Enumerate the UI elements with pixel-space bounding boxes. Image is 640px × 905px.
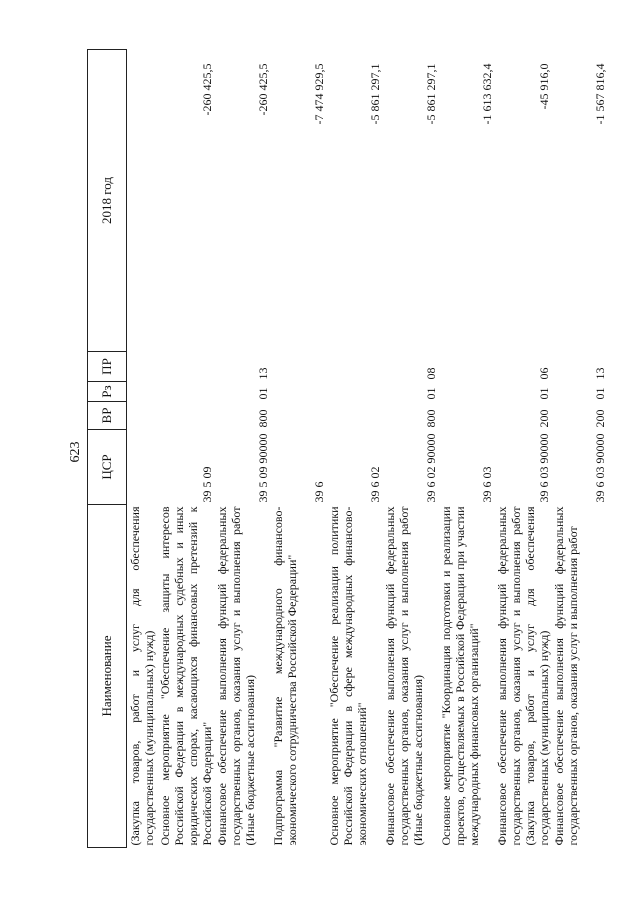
table-row <box>270 50 326 848</box>
budget-table <box>87 49 607 848</box>
row-vr <box>326 402 382 430</box>
row-amount: -7 474 929,5 <box>312 63 326 125</box>
row-amount: -5 861 297,1 <box>424 63 438 125</box>
header-pr: ПР <box>88 352 127 382</box>
row-csr: 39 6 02 90000 <box>424 433 438 503</box>
row-pr: 13 <box>256 367 270 380</box>
row-name: Финансовое обеспечение выполнения функций федеральных государственных органов, оказания услуг и выполнения работ (Закупка товаров, работ и услуг для обеспечения государственных (муниципальных) нужд) <box>495 506 551 846</box>
row-pr <box>157 352 214 382</box>
row-amount: -5 861 297,1 <box>368 63 382 125</box>
row-pr: 06 <box>537 367 551 380</box>
row-vr <box>157 402 214 430</box>
row-csr: 39 6 <box>312 481 326 503</box>
table-row <box>494 50 551 848</box>
row-amount: -260 425,5 <box>256 63 270 116</box>
row-pr: 08 <box>424 367 438 380</box>
row-amount: -1 567 816,4 <box>593 63 607 125</box>
row-vr: 200 <box>593 409 607 428</box>
row-rz <box>157 382 214 402</box>
row-csr <box>127 430 158 505</box>
row-pr: 13 <box>593 367 607 380</box>
row-rz: 01 <box>256 387 270 400</box>
row-name: Основное мероприятие "Координация подготовки и реализации проектов, осуществляемых в Российской Федерации при участии международных финансовых организаций" <box>439 506 481 846</box>
rotated-page-content <box>87 50 619 848</box>
table-row <box>157 50 214 848</box>
row-vr <box>270 402 326 430</box>
row-amount <box>127 50 158 352</box>
row-vr: 800 <box>424 409 438 428</box>
row-vr <box>438 402 494 430</box>
row-rz: 01 <box>537 387 551 400</box>
row-amount: -45 916,0 <box>537 63 551 110</box>
row-rz <box>127 382 158 402</box>
row-name: Подпрограмма "Развитие международного финансово-экономического сотрудничества Российской Федерации" <box>271 506 299 846</box>
row-rz: 01 <box>593 387 607 400</box>
row-pr <box>438 352 494 382</box>
table-row <box>551 50 607 848</box>
header-name: Наименование <box>88 505 127 848</box>
row-pr <box>127 352 158 382</box>
row-name: Финансовое обеспечение выполнения функций федеральных государственных органов, оказания услуг и выполнения работ (Иные бюджетные ассигнования) <box>383 506 425 846</box>
table-row <box>326 50 382 848</box>
row-csr: 39 6 03 90000 <box>593 433 607 503</box>
row-rz <box>438 382 494 402</box>
row-vr: 800 <box>256 409 270 428</box>
table-row <box>214 50 270 848</box>
row-csr: 39 6 03 90000 <box>537 433 551 503</box>
row-vr <box>127 402 158 430</box>
row-csr: 39 6 02 <box>368 466 382 503</box>
row-pr <box>270 352 326 382</box>
page-number: 623 <box>68 441 83 463</box>
row-name: Основное мероприятие "Обеспечение реализации политики Российской Федерации в сфере международных финансово-экономических отношений" <box>327 506 369 846</box>
table-row <box>127 50 158 848</box>
header-year: 2018 год <box>88 50 127 352</box>
header-rz: Рз <box>88 382 127 402</box>
row-name: Финансовое обеспечение выполнения функций федеральных государственных органов, оказания услуг и выполнения работ (Иные бюджетные ассигнования) <box>215 506 257 846</box>
row-rz <box>270 382 326 402</box>
table-row <box>382 50 438 848</box>
row-pr <box>326 352 382 382</box>
table-row <box>438 50 494 848</box>
table-header-row <box>88 50 127 848</box>
header-csr: ЦСР <box>88 430 127 505</box>
header-vr: ВР <box>88 402 127 430</box>
row-rz <box>326 382 382 402</box>
row-csr: 39 6 03 <box>480 466 494 503</box>
row-csr: 39 5 09 <box>200 466 214 503</box>
row-name: Основное мероприятие "Обеспечение защиты интересов Российской Федерации в международных судебных и иных юридических спорах, касающихся финансовых претензий к Российской Федерации" <box>158 506 214 846</box>
row-name: (Закупка товаров, работ и услуг для обеспечения государственных (муниципальных) нужд) <box>128 506 156 846</box>
row-amount: -260 425,5 <box>200 63 214 116</box>
row-name: Финансовое обеспечение выполнения функций федеральных государственных органов, оказания услуг и выполнения работ <box>552 506 580 846</box>
row-rz: 01 <box>424 387 438 400</box>
row-amount: -1 613 632,4 <box>480 63 494 125</box>
row-csr: 39 5 09 90000 <box>256 433 270 503</box>
row-vr: 200 <box>537 409 551 428</box>
